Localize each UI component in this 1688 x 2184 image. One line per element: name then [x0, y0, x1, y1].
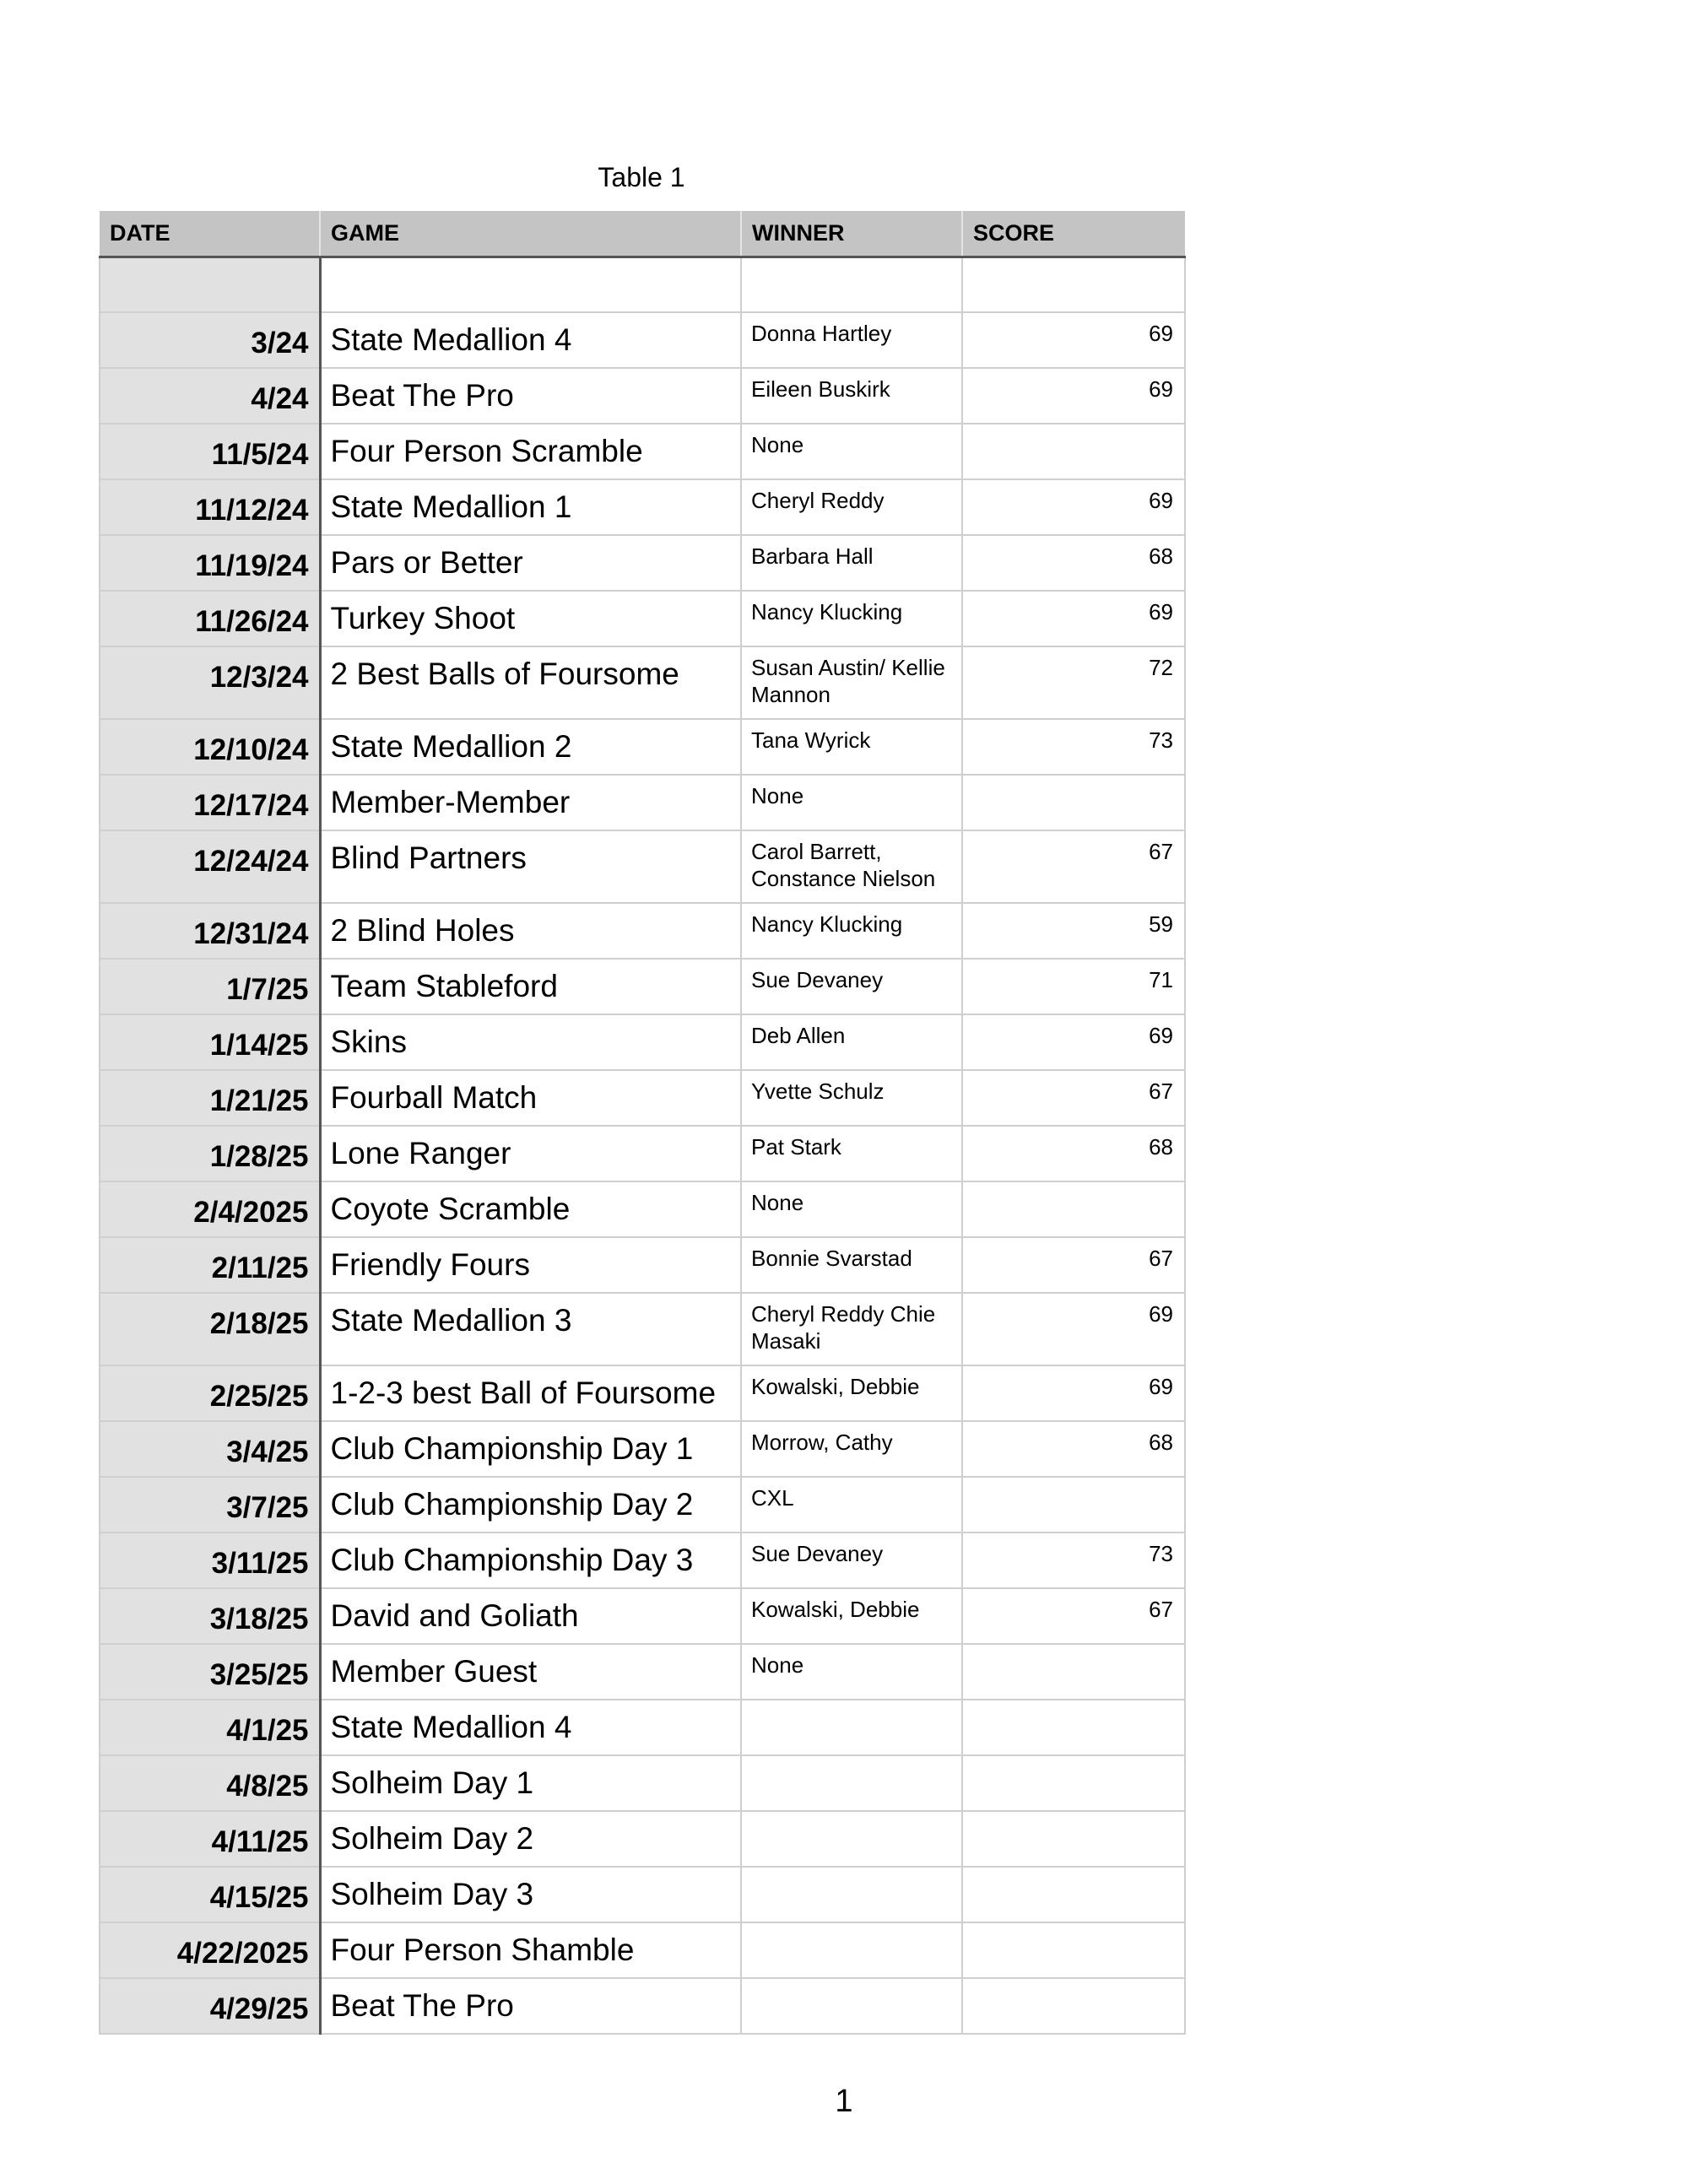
game-cell: Club Championship Day 3	[320, 1533, 741, 1588]
game-cell: Solheim Day 1	[320, 1755, 741, 1811]
date-cell: 12/3/24	[100, 646, 320, 719]
date-cell: 4/15/25	[100, 1867, 320, 1922]
game-cell: Member-Member	[320, 775, 741, 830]
game-cell: Coyote Scramble	[320, 1181, 741, 1237]
table-row	[100, 1014, 1185, 1070]
winner-cell: None	[741, 1181, 962, 1237]
score-cell: 68	[962, 1126, 1185, 1181]
winner-cell: Cheryl Reddy Chie Masaki	[741, 1293, 962, 1365]
winner-cell	[741, 1811, 962, 1867]
blank-date-cell	[100, 257, 320, 312]
score-cell: 67	[962, 1588, 1185, 1644]
page-number: 1	[835, 2084, 853, 2119]
winner-cell: CXL	[741, 1477, 962, 1533]
table-row	[100, 775, 1185, 830]
date-cell: 12/31/24	[100, 903, 320, 959]
game-cell: Skins	[320, 1014, 741, 1070]
score-cell	[962, 1811, 1185, 1867]
score-cell: 69	[962, 312, 1185, 368]
table-row	[100, 1922, 1185, 1978]
winner-cell: None	[741, 424, 962, 479]
game-cell: David and Goliath	[320, 1588, 741, 1644]
date-cell: 2/25/25	[100, 1365, 320, 1421]
table-row	[100, 903, 1185, 959]
score-cell	[962, 1644, 1185, 1700]
table-row	[100, 1126, 1185, 1181]
score-cell: 67	[962, 830, 1185, 903]
winner-cell: Pat Stark	[741, 1126, 962, 1181]
winner-cell: Nancy Klucking	[741, 591, 962, 646]
table-row	[100, 479, 1185, 535]
winner-cell: Susan Austin/ Kellie Mannon	[741, 646, 962, 719]
game-cell: Solheim Day 3	[320, 1867, 741, 1922]
score-cell	[962, 1700, 1185, 1755]
game-cell: Club Championship Day 1	[320, 1421, 741, 1477]
table-row	[100, 1070, 1185, 1126]
game-cell: Solheim Day 2	[320, 1811, 741, 1867]
winner-cell: Donna Hartley	[741, 312, 962, 368]
table-title: Table 1	[598, 162, 685, 192]
date-cell: 1/7/25	[100, 959, 320, 1014]
date-cell: 1/14/25	[100, 1014, 320, 1070]
date-cell: 12/24/24	[100, 830, 320, 903]
score-cell	[962, 1181, 1185, 1237]
header-winner: WINNER	[741, 211, 962, 257]
date-cell: 4/24	[100, 368, 320, 424]
date-cell: 11/26/24	[100, 591, 320, 646]
blank-row	[100, 257, 1185, 312]
date-cell: 2/4/2025	[100, 1181, 320, 1237]
game-cell: Member Guest	[320, 1644, 741, 1700]
game-cell: Beat The Pro	[320, 368, 741, 424]
date-cell: 4/8/25	[100, 1755, 320, 1811]
blank-game-cell	[320, 257, 741, 312]
score-cell	[962, 1922, 1185, 1978]
table-row	[100, 1644, 1185, 1700]
winner-cell: Tana Wyrick	[741, 719, 962, 775]
date-cell: 11/5/24	[100, 424, 320, 479]
table-row	[100, 424, 1185, 479]
game-cell: Pars or Better	[320, 535, 741, 591]
winner-cell: Deb Allen	[741, 1014, 962, 1070]
results-table-container	[99, 211, 1184, 2035]
game-cell: Four Person Shamble	[320, 1922, 741, 1978]
game-cell: 2 Blind Holes	[320, 903, 741, 959]
date-cell: 4/11/25	[100, 1811, 320, 1867]
date-cell: 1/21/25	[100, 1070, 320, 1126]
game-cell: Turkey Shoot	[320, 591, 741, 646]
blank-score-cell	[962, 257, 1185, 312]
table-row	[100, 1365, 1185, 1421]
winner-cell: None	[741, 775, 962, 830]
table-row	[100, 1421, 1185, 1477]
date-cell: 2/18/25	[100, 1293, 320, 1365]
header-row	[100, 211, 1185, 257]
date-cell: 3/4/25	[100, 1421, 320, 1477]
winner-cell: Yvette Schulz	[741, 1070, 962, 1126]
game-cell: State Medallion 2	[320, 719, 741, 775]
date-cell: 11/19/24	[100, 535, 320, 591]
blank-winner-cell	[741, 257, 962, 312]
table-row	[100, 1533, 1185, 1588]
header-date: DATE	[100, 211, 320, 257]
winner-cell: None	[741, 1644, 962, 1700]
score-cell: 69	[962, 479, 1185, 535]
score-cell: 59	[962, 903, 1185, 959]
winner-cell	[741, 1978, 962, 2034]
winner-cell	[741, 1922, 962, 1978]
game-cell: State Medallion 4	[320, 312, 741, 368]
score-cell: 67	[962, 1237, 1185, 1293]
winner-cell: Barbara Hall	[741, 535, 962, 591]
table-row	[100, 959, 1185, 1014]
score-cell	[962, 1477, 1185, 1533]
score-cell	[962, 1978, 1185, 2034]
score-cell: 67	[962, 1070, 1185, 1126]
results-table	[99, 211, 1186, 2035]
date-cell: 12/17/24	[100, 775, 320, 830]
winner-cell	[741, 1700, 962, 1755]
header-score: SCORE	[962, 211, 1185, 257]
winner-cell: Nancy Klucking	[741, 903, 962, 959]
table-row	[100, 1978, 1185, 2034]
table-row	[100, 1700, 1185, 1755]
score-cell	[962, 1755, 1185, 1811]
table-row	[100, 312, 1185, 368]
score-cell: 69	[962, 591, 1185, 646]
date-cell: 11/12/24	[100, 479, 320, 535]
date-cell: 2/11/25	[100, 1237, 320, 1293]
date-cell: 4/22/2025	[100, 1922, 320, 1978]
game-cell: State Medallion 4	[320, 1700, 741, 1755]
date-cell: 4/29/25	[100, 1978, 320, 2034]
table-row	[100, 1588, 1185, 1644]
table-row	[100, 1293, 1185, 1365]
game-cell: Club Championship Day 2	[320, 1477, 741, 1533]
date-cell: 3/24	[100, 312, 320, 368]
winner-cell: Kowalski, Debbie	[741, 1365, 962, 1421]
header-game: GAME	[320, 211, 741, 257]
game-cell: Lone Ranger	[320, 1126, 741, 1181]
game-cell: Friendly Fours	[320, 1237, 741, 1293]
date-cell: 3/11/25	[100, 1533, 320, 1588]
game-cell: Blind Partners	[320, 830, 741, 903]
winner-cell	[741, 1867, 962, 1922]
date-cell: 1/28/25	[100, 1126, 320, 1181]
score-cell	[962, 775, 1185, 830]
game-cell: 2 Best Balls of Foursome	[320, 646, 741, 719]
date-cell: 3/18/25	[100, 1588, 320, 1644]
date-cell: 3/25/25	[100, 1644, 320, 1700]
game-cell: Beat The Pro	[320, 1978, 741, 2034]
score-cell: 69	[962, 1014, 1185, 1070]
table-row	[100, 646, 1185, 719]
winner-cell: Sue Devaney	[741, 959, 962, 1014]
table-row	[100, 1237, 1185, 1293]
date-cell: 3/7/25	[100, 1477, 320, 1533]
score-cell: 68	[962, 1421, 1185, 1477]
winner-cell: Morrow, Cathy	[741, 1421, 962, 1477]
game-cell: 1-2-3 best Ball of Foursome	[320, 1365, 741, 1421]
score-cell: 69	[962, 368, 1185, 424]
score-cell	[962, 424, 1185, 479]
score-cell: 72	[962, 646, 1185, 719]
date-cell: 12/10/24	[100, 719, 320, 775]
score-cell: 73	[962, 719, 1185, 775]
table-row	[100, 719, 1185, 775]
winner-cell: Cheryl Reddy	[741, 479, 962, 535]
score-cell: 73	[962, 1533, 1185, 1588]
score-cell: 69	[962, 1365, 1185, 1421]
score-cell: 69	[962, 1293, 1185, 1365]
winner-cell: Carol Barrett, Constance Nielson	[741, 830, 962, 903]
game-cell: Fourball Match	[320, 1070, 741, 1126]
score-cell	[962, 1867, 1185, 1922]
table-row	[100, 1181, 1185, 1237]
table-row	[100, 535, 1185, 591]
winner-cell: Bonnie Svarstad	[741, 1237, 962, 1293]
winner-cell: Sue Devaney	[741, 1533, 962, 1588]
game-cell: State Medallion 3	[320, 1293, 741, 1365]
score-cell: 71	[962, 959, 1185, 1014]
winner-cell	[741, 1755, 962, 1811]
table-row	[100, 368, 1185, 424]
table-row	[100, 1811, 1185, 1867]
table-row	[100, 591, 1185, 646]
game-cell: Four Person Scramble	[320, 424, 741, 479]
winner-cell: Eileen Buskirk	[741, 368, 962, 424]
table-row	[100, 1477, 1185, 1533]
date-cell: 4/1/25	[100, 1700, 320, 1755]
table-row	[100, 830, 1185, 903]
game-cell: Team Stableford	[320, 959, 741, 1014]
table-row	[100, 1867, 1185, 1922]
table-row	[100, 1755, 1185, 1811]
game-cell: State Medallion 1	[320, 479, 741, 535]
score-cell: 68	[962, 535, 1185, 591]
winner-cell: Kowalski, Debbie	[741, 1588, 962, 1644]
